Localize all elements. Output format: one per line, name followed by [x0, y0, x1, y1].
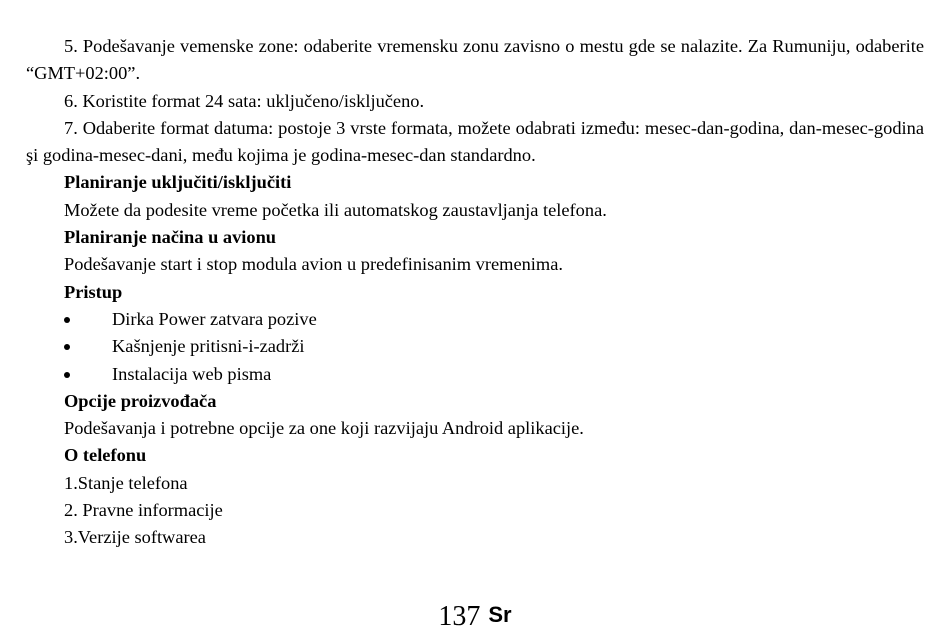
list-item	[26, 333, 924, 360]
heading-accessibility: Pristup	[64, 281, 123, 302]
about-phone-item: 3.Verzije softwarea	[64, 527, 206, 548]
heading-schedule-power: Planiranje uključiti/isključiti	[64, 172, 292, 193]
text-schedule-airplane: Podešavanje start i stop modula avion u predefinisanim vremenima.	[64, 254, 563, 275]
bullet-icon	[64, 372, 70, 378]
list-item-text: Kašnjenje pritisni-i-zadrži	[112, 336, 305, 357]
text-developer-options: Podešavanja i potrebne opcije za one koji razvijaju Android aplikacije.	[64, 418, 584, 439]
list-item	[26, 306, 924, 333]
page-footer	[0, 601, 950, 633]
paragraph-24-hour-format: 6. Koristite format 24 sata: uključeno/isključeno.	[64, 90, 425, 111]
heading-developer-options: Opcije proizvođača	[64, 390, 217, 411]
list-item-text: Dirka Power zatvara pozive	[112, 308, 317, 329]
list-item-text: Instalacija web pisma	[112, 363, 272, 384]
accessibility-list	[26, 306, 924, 388]
page-content	[26, 33, 924, 552]
heading-about-phone: O telefonu	[64, 445, 147, 466]
list-item	[26, 361, 924, 388]
paragraph-time-zone: 5. Podešavanje vemenske zone: odaberite vremensku zonu zavisno o mestu gde se nalazite. Za Rumuniju, odaberite “GMT+02:00”.	[26, 36, 924, 84]
paragraph-date-format: 7. Odaberite format datuma: postoje 3 vrste formata, možete odabrati između: mesec-dan-godina, dan-mesec-godina şi godina-mesec-dani, među kojima je godina-mesec-dan standardno.	[26, 117, 924, 166]
about-phone-item: 1.Stanje telefona	[64, 472, 188, 493]
page-number: 137	[438, 601, 481, 632]
text-schedule-power: Možete da podesite vreme početka ili automatskog zaustavljanja telefona.	[64, 199, 607, 220]
bullet-icon	[64, 344, 70, 350]
about-phone-item: 2. Pravne informacije	[64, 500, 223, 521]
language-code: Sr	[488, 602, 512, 627]
heading-schedule-airplane: Planiranje načina u avionu	[64, 227, 277, 248]
bullet-icon	[64, 317, 70, 323]
